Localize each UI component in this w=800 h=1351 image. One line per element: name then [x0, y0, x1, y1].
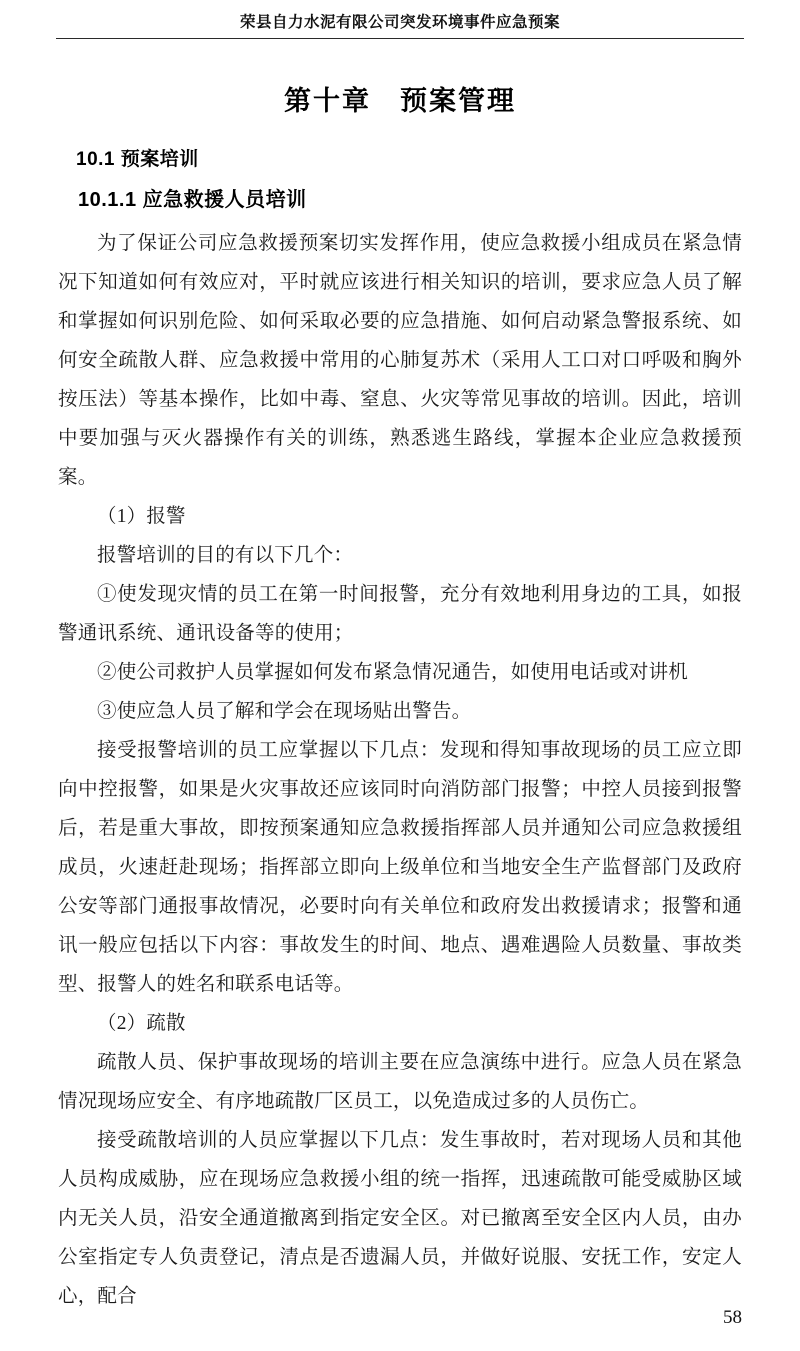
- paragraph: 报警培训的目的有以下几个：: [97, 545, 354, 566]
- paragraph: （1）报警: [97, 506, 186, 527]
- header-divider: [56, 38, 744, 39]
- paragraph: 疏散人员、保护事故现场的培训主要在应急演练中进行。应急人员在紧急情况现场应安全、有序地疏散厂区员工，以免造成过多的人员伤亡。: [58, 1052, 742, 1112]
- paragraph: ③使应急人员了解和学会在现场贴出警告。: [97, 701, 472, 722]
- running-header: 荣县自力水泥有限公司突发环境事件应急预案: [239, 14, 560, 31]
- page-number: 58: [723, 1307, 742, 1328]
- chapter-title: 第十章 预案管理: [284, 86, 516, 116]
- paragraph: 为了保证公司应急救援预案切实发挥作用，使应急救援小组成员在紧急情况下知道如何有效应对，平时就应该进行相关知识的培训，要求应急人员了解和掌握如何识别危险、如何采取必要的应急措施、如何启动紧急警报系统、如何安全疏散人群、应急救援中常用的心肺复苏术（采用人工口对口呼吸和胸外按压法）等基本操作，比如中毒、窒息、火灾等常见事故的培训。因此，培训中要加强与灭火器操作有关的训练，熟悉逃生路线，掌握本企业应急救援预案。: [58, 233, 742, 488]
- paragraph: ①使发现灾情的员工在第一时间报警，充分有效地利用身边的工具，如报警通讯系统、通讯设备等的使用；: [58, 584, 742, 644]
- paragraph: 接受疏散培训的人员应掌握以下几点：发生事故时，若对现场人员和其他人员构成威胁，应在现场应急救援小组的统一指挥，迅速疏散可能受威胁区域内无关人员，沿安全通道撤离到指定安全区。对已撤离至安全区内人员，由办公室指定专人负责登记，清点是否遗漏人员，并做好说服、安抚工作，安定人心，配合: [58, 1130, 742, 1307]
- paragraph: 接受报警培训的员工应掌握以下几点：发现和得知事故现场的员工应立即向中控报警，如果是火灾事故还应该同时向消防部门报警；中控人员接到报警后，若是重大事故，即按预案通知应急救援指挥部人员并通知公司应急救援组成员，火速赶赴现场；指挥部立即向上级单位和当地安全生产监督部门及政府公安等部门通报事故情况，必要时向有关单位和政府发出救援请求；报警和通讯一般应包括以下内容：事故发生的时间、地点、遇难遇险人员数量、事故类型、报警人的姓名和联系电话等。: [58, 740, 742, 995]
- paragraph: ②使公司救护人员掌握如何发布紧急情况通告，如使用电话或对讲机: [97, 662, 689, 683]
- section-title: 10.1 预案培训: [76, 149, 199, 170]
- subsection-title: 10.1.1 应急救援人员培训: [78, 189, 307, 211]
- paragraph: （2）疏散: [97, 1013, 186, 1034]
